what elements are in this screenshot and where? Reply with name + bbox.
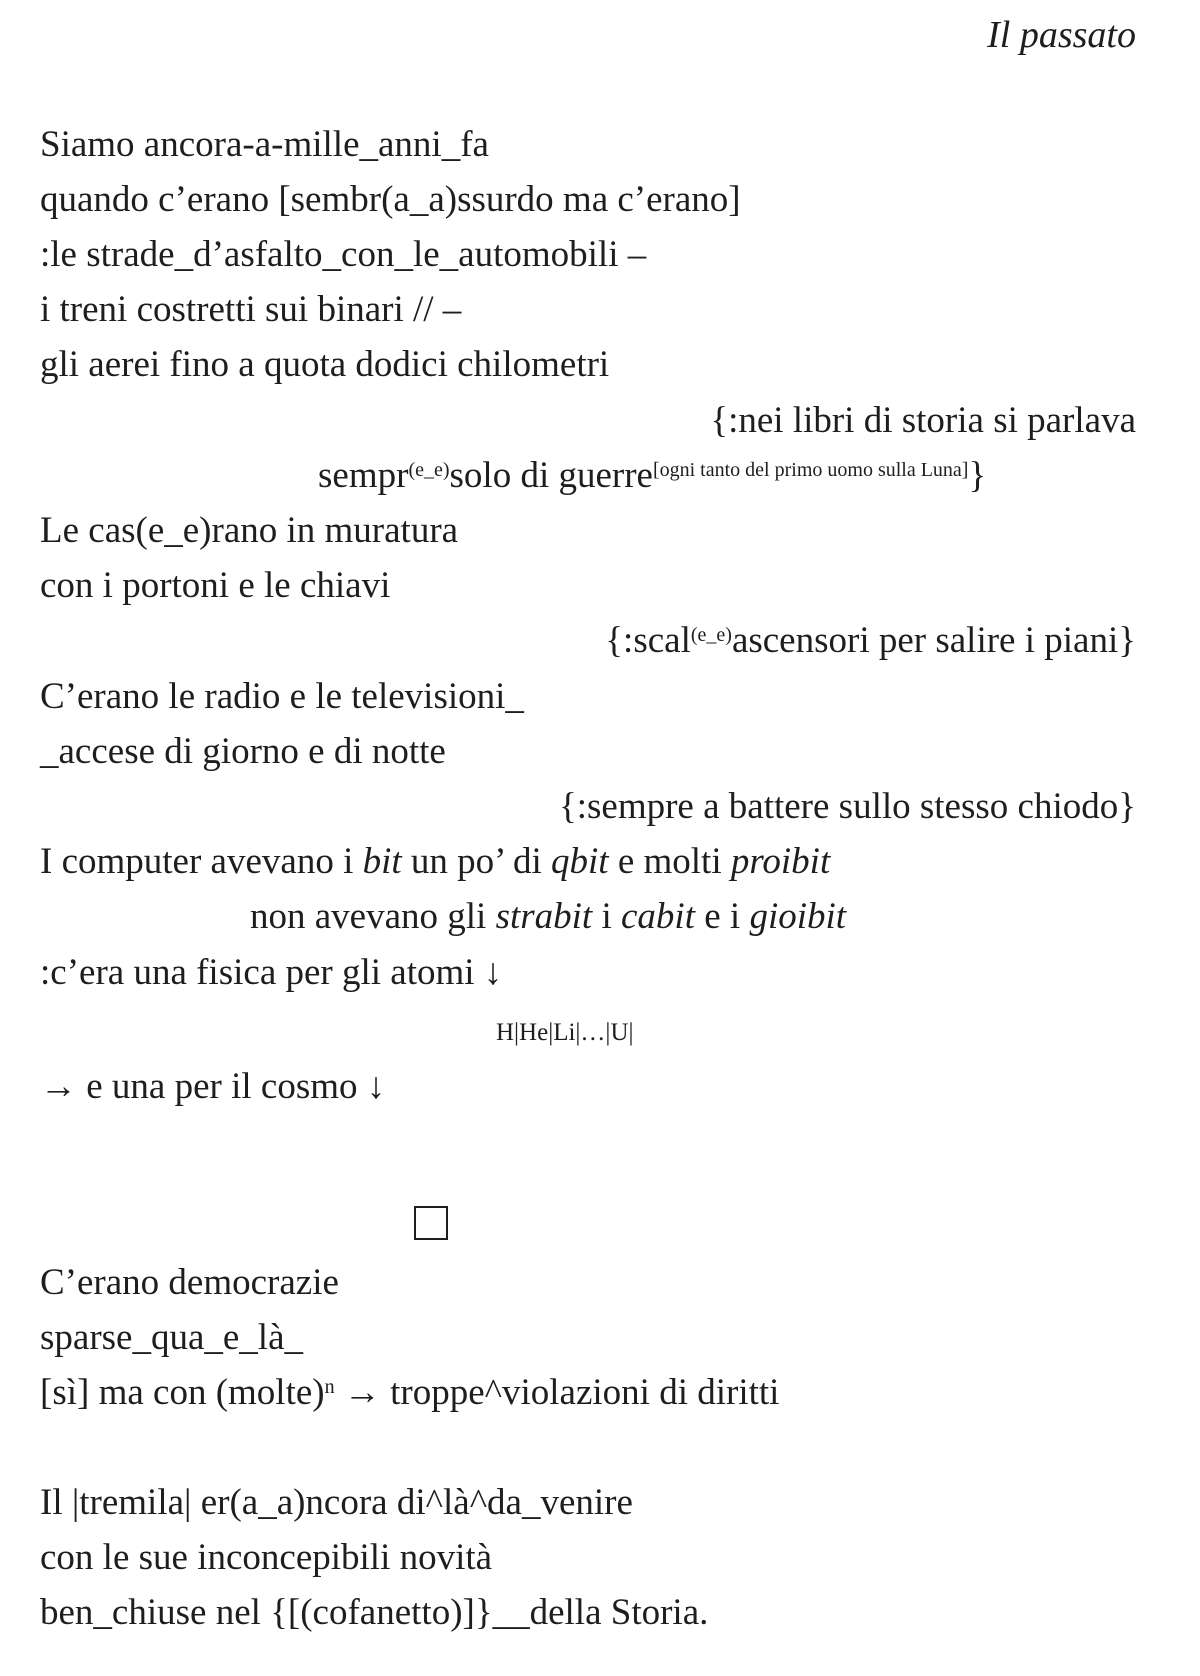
line-21-part-b: → troppe^violazioni di diritti (334, 1372, 780, 1413)
line-14-word-bit: bit (362, 841, 402, 882)
line-7-note: [ogni tanto del primo uomo sulla Luna] (652, 459, 969, 481)
line-14-part-a: I computer avevano i (40, 841, 363, 882)
line-7-superscript: (e_e) (408, 459, 450, 481)
poem-line-22: Il |tremila| er(a_a)ncora di^là^da_venire (40, 1482, 633, 1523)
poem-line-20: sparse_qua_e_là_ (40, 1317, 304, 1358)
line-10-part-a: {:scal (605, 620, 691, 661)
page-title: Il passato (987, 14, 1136, 56)
poem-line-7 (318, 451, 1136, 501)
line-14-word-proibit: proibit (730, 841, 831, 882)
poem-line-9: con i portoni e le chiavi (40, 565, 391, 606)
line-21-superscript: n (324, 1376, 335, 1398)
poem-line-elements: H|He|Li|…|U| (496, 1019, 634, 1046)
poem-line-8: Le cas(e_e)rano in muratura (40, 510, 459, 551)
line-7-part-c: } (968, 455, 987, 496)
poem-line-15 (250, 892, 1136, 942)
line-15-word-gioibit: gioibit (749, 896, 847, 937)
poem-line-23: con le sue inconcepibili novità (40, 1537, 493, 1578)
poem-line-3: :le strade_d’asfalto_con_le_automobili – (40, 234, 647, 275)
line-7-part-a: sempr (318, 455, 409, 496)
line-14-part-e: e molti (608, 841, 731, 882)
line-15-word-strabit: strabit (495, 896, 593, 937)
line-10-superscript: (e_e) (690, 624, 732, 646)
poem-line-10 (40, 616, 1136, 666)
poem-line-16: :c’era una fisica per gli atomi ↓ (40, 952, 503, 993)
poem-line-1: Siamo ancora-a-mille_anni_fa (40, 124, 489, 165)
line-14-word-qbit: qbit (551, 841, 609, 882)
poem-line-13: {:sempre a battere sullo stesso chiodo} (558, 786, 1136, 827)
line-10-part-b: ascensori per salire i piani} (731, 620, 1136, 661)
line-15-part-c: i (592, 896, 621, 937)
poem-line-14 (40, 837, 1136, 887)
poem-line-21 (40, 1368, 1136, 1418)
line-15-part-e: e i (694, 896, 750, 937)
poem-line-24: ben_chiuse nel {[(cofanetto)]}__della Storia. (40, 1592, 709, 1633)
poem-line-4: i treni costretti sui binari // – (40, 289, 462, 330)
line-14-part-c: un po’ di (401, 841, 552, 882)
poem-line-6: {:nei libri di storia si parlava (710, 400, 1136, 441)
poem-line-5: gli aerei fino a quota dodici chilometri (40, 344, 610, 385)
poem-line-19: C’erano democrazie (40, 1262, 339, 1303)
line-7-part-b: solo di guerre (449, 455, 653, 496)
line-21-part-a: [sì] ma con (molte) (40, 1372, 325, 1413)
line-15-part-a: non avevano gli (250, 896, 496, 937)
poem-line-2: quando c’erano [sembr(a_a)ssurdo ma c’erano] (40, 179, 741, 220)
empty-square (414, 1206, 448, 1240)
poem-line-12: _accese di giorno e di notte (40, 731, 446, 772)
poem-line-18: → e una per il cosmo ↓ (40, 1066, 386, 1107)
poem-line-11: C’erano le radio e le televisioni_ (40, 676, 524, 717)
line-15-word-cabit: cabit (621, 896, 695, 937)
